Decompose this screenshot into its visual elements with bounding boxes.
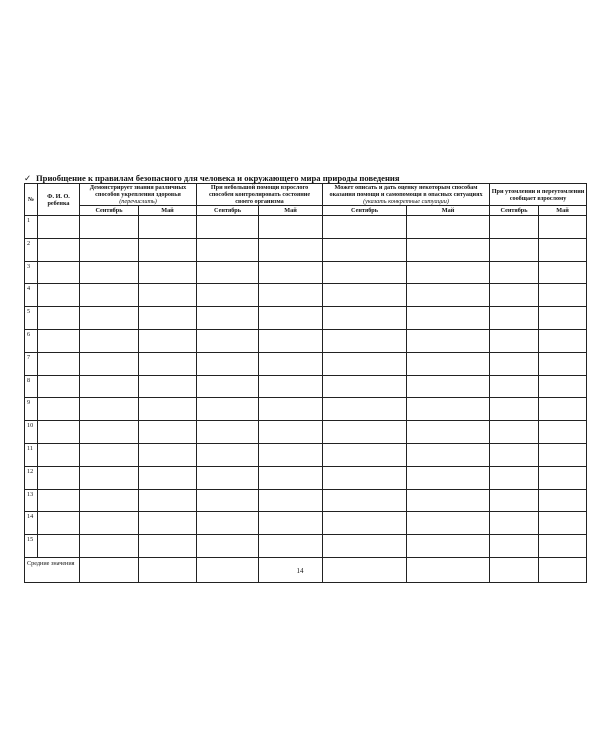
child-name-cell[interactable] <box>38 352 80 375</box>
score-cell[interactable] <box>407 284 490 307</box>
score-cell[interactable] <box>490 512 539 535</box>
score-cell[interactable] <box>490 421 539 444</box>
score-cell[interactable] <box>490 352 539 375</box>
score-cell[interactable] <box>259 535 323 558</box>
score-cell[interactable] <box>323 398 407 421</box>
score-cell[interactable] <box>139 398 197 421</box>
group4-line2: сообщает взрослому <box>509 194 567 202</box>
score-cell[interactable] <box>490 443 539 466</box>
score-cell[interactable] <box>407 466 490 489</box>
score-cell[interactable] <box>539 307 587 330</box>
child-name-cell[interactable] <box>38 466 80 489</box>
score-cell[interactable] <box>80 329 139 352</box>
group1-line2: способов укрепления здоровья <box>95 191 181 198</box>
score-cell[interactable] <box>323 535 407 558</box>
score-cell[interactable] <box>323 261 407 284</box>
score-cell[interactable] <box>407 329 490 352</box>
score-cell[interactable] <box>490 238 539 261</box>
score-cell[interactable] <box>407 261 490 284</box>
score-cell[interactable] <box>197 421 259 444</box>
row-number: 15 <box>25 535 38 558</box>
group1-note: (перечислить) <box>119 198 157 205</box>
score-cell[interactable] <box>323 352 407 375</box>
table-row <box>25 352 587 375</box>
score-cell[interactable] <box>259 375 323 398</box>
score-cell[interactable] <box>407 238 490 261</box>
score-cell[interactable] <box>259 261 323 284</box>
score-cell[interactable] <box>197 216 259 239</box>
table-row <box>25 489 587 512</box>
row-number: 2 <box>25 238 38 261</box>
group1-line1: Демонстрирует знания различных <box>89 184 187 191</box>
score-cell[interactable] <box>197 261 259 284</box>
table-row <box>25 307 587 330</box>
score-cell[interactable] <box>139 489 197 512</box>
table-row <box>25 421 587 444</box>
score-cell[interactable] <box>323 443 407 466</box>
score-cell[interactable] <box>80 489 139 512</box>
score-cell[interactable] <box>539 489 587 512</box>
score-cell[interactable] <box>197 489 259 512</box>
score-cell[interactable] <box>259 352 323 375</box>
score-cell[interactable] <box>197 512 259 535</box>
score-cell[interactable] <box>197 443 259 466</box>
score-cell[interactable] <box>139 307 197 330</box>
table-row <box>25 329 587 352</box>
score-cell[interactable] <box>407 443 490 466</box>
subheader-september: Сентябрь <box>323 206 407 216</box>
header-child-name <box>38 184 80 216</box>
table-row <box>25 535 587 558</box>
row-number: 4 <box>25 284 38 307</box>
child-name-cell[interactable] <box>38 398 80 421</box>
score-cell[interactable] <box>80 375 139 398</box>
group2-line2: способен контролировать состояние <box>208 191 311 198</box>
score-cell[interactable] <box>539 421 587 444</box>
average-values-label: Средние значения <box>25 557 80 582</box>
child-name-cell[interactable] <box>38 421 80 444</box>
score-cell[interactable] <box>407 421 490 444</box>
score-cell[interactable] <box>197 329 259 352</box>
header-group-3 <box>323 184 490 206</box>
page-number: 14 <box>296 567 304 575</box>
table-row <box>25 443 587 466</box>
score-cell[interactable] <box>323 238 407 261</box>
row-number: 3 <box>25 261 38 284</box>
score-cell[interactable] <box>197 307 259 330</box>
child-name-cell[interactable] <box>38 512 80 535</box>
section-title: Приобщение к правилам безопасного для человека и окружающего мира природы поведения <box>36 173 400 183</box>
score-cell[interactable] <box>197 352 259 375</box>
score-cell[interactable] <box>323 284 407 307</box>
score-cell[interactable] <box>80 307 139 330</box>
score-cell[interactable] <box>323 466 407 489</box>
score-cell[interactable] <box>259 238 323 261</box>
subheader-may: Май <box>407 206 490 216</box>
score-cell[interactable] <box>539 535 587 558</box>
row-number: 8 <box>25 375 38 398</box>
score-cell[interactable] <box>259 421 323 444</box>
score-cell[interactable] <box>407 375 490 398</box>
score-cell[interactable] <box>139 329 197 352</box>
score-cell[interactable] <box>139 535 197 558</box>
score-cell[interactable] <box>539 329 587 352</box>
row-number: 1 <box>25 216 38 239</box>
child-name-cell[interactable] <box>38 329 80 352</box>
checkmark-icon: ✓ <box>24 173 32 183</box>
header-child-name-line1: Ф. И. О. <box>47 192 70 200</box>
score-cell[interactable] <box>323 329 407 352</box>
row-number: 5 <box>25 307 38 330</box>
score-cell[interactable] <box>490 489 539 512</box>
score-cell[interactable] <box>490 307 539 330</box>
row-number: 11 <box>25 443 38 466</box>
child-name-cell[interactable] <box>38 216 80 239</box>
score-cell[interactable] <box>407 398 490 421</box>
score-cell[interactable] <box>539 443 587 466</box>
subheader-september: Сентябрь <box>197 206 259 216</box>
header-group-1 <box>80 184 197 206</box>
row-number: 9 <box>25 398 38 421</box>
score-cell[interactable] <box>139 284 197 307</box>
subheader-may: Май <box>539 206 587 216</box>
score-cell[interactable] <box>139 238 197 261</box>
score-cell[interactable] <box>407 216 490 239</box>
score-cell[interactable] <box>259 329 323 352</box>
child-name-cell[interactable] <box>38 375 80 398</box>
score-cell[interactable] <box>539 284 587 307</box>
score-cell[interactable] <box>139 421 197 444</box>
group3-line1: Может описать и дать оценку некоторым способам <box>334 184 478 191</box>
score-cell[interactable] <box>407 535 490 558</box>
score-cell[interactable] <box>407 352 490 375</box>
score-cell[interactable] <box>490 216 539 239</box>
table-row <box>25 512 587 535</box>
score-cell[interactable] <box>539 261 587 284</box>
row-number: 6 <box>25 329 38 352</box>
score-cell[interactable] <box>80 216 139 239</box>
group2-line1: При небольшой помощи взрослого <box>210 184 309 191</box>
score-cell[interactable] <box>139 375 197 398</box>
score-cell[interactable] <box>259 398 323 421</box>
score-cell[interactable] <box>539 375 587 398</box>
score-cell[interactable] <box>490 398 539 421</box>
assessment-table <box>24 183 587 583</box>
score-cell[interactable] <box>197 466 259 489</box>
score-cell[interactable] <box>539 398 587 421</box>
score-cell[interactable] <box>539 352 587 375</box>
child-name-cell[interactable] <box>38 238 80 261</box>
score-cell[interactable] <box>197 238 259 261</box>
score-cell[interactable] <box>80 238 139 261</box>
row-number: 14 <box>25 512 38 535</box>
score-cell[interactable] <box>407 512 490 535</box>
score-cell[interactable] <box>139 512 197 535</box>
score-cell[interactable] <box>80 421 139 444</box>
header-child-name-line2: ребенка <box>47 199 70 207</box>
row-number: 7 <box>25 352 38 375</box>
score-cell[interactable] <box>490 466 539 489</box>
score-cell[interactable] <box>259 489 323 512</box>
child-name-cell[interactable] <box>38 261 80 284</box>
score-cell[interactable] <box>490 261 539 284</box>
score-cell[interactable] <box>259 512 323 535</box>
subheader-may: Май <box>139 206 197 216</box>
table-row <box>25 238 587 261</box>
score-cell[interactable] <box>490 329 539 352</box>
group2-line3: своего организма <box>235 198 284 205</box>
score-cell[interactable] <box>539 512 587 535</box>
score-cell[interactable] <box>407 307 490 330</box>
score-cell[interactable] <box>139 443 197 466</box>
score-cell[interactable] <box>490 535 539 558</box>
child-name-cell[interactable] <box>38 535 80 558</box>
score-cell[interactable] <box>323 216 407 239</box>
table-row <box>25 216 587 239</box>
score-cell[interactable] <box>323 512 407 535</box>
child-name-cell[interactable] <box>38 489 80 512</box>
score-cell[interactable] <box>323 307 407 330</box>
score-cell[interactable] <box>139 261 197 284</box>
table-row <box>25 466 587 489</box>
row-number: 10 <box>25 421 38 444</box>
score-cell[interactable] <box>259 443 323 466</box>
score-cell[interactable] <box>80 398 139 421</box>
score-cell[interactable] <box>539 238 587 261</box>
row-number: 13 <box>25 489 38 512</box>
table-body <box>25 216 587 558</box>
header-group-4 <box>490 184 587 206</box>
group4-line1: При утомлении и переутомлении <box>491 187 585 195</box>
score-cell[interactable] <box>259 466 323 489</box>
group3-note: (указать конкретные ситуации) <box>363 198 449 205</box>
score-cell[interactable] <box>139 216 197 239</box>
table-row <box>25 398 587 421</box>
score-cell[interactable] <box>80 466 139 489</box>
score-cell[interactable] <box>259 307 323 330</box>
table-row <box>25 284 587 307</box>
score-cell[interactable] <box>259 284 323 307</box>
score-cell[interactable] <box>197 284 259 307</box>
score-cell[interactable] <box>259 216 323 239</box>
header-group-2 <box>197 184 323 206</box>
score-cell[interactable] <box>323 421 407 444</box>
score-cell[interactable] <box>139 352 197 375</box>
score-cell[interactable] <box>197 375 259 398</box>
score-cell[interactable] <box>80 352 139 375</box>
table-row <box>25 375 587 398</box>
subheader-september: Сентябрь <box>490 206 539 216</box>
subheader-september: Сентябрь <box>80 206 139 216</box>
score-cell[interactable] <box>407 489 490 512</box>
score-cell[interactable] <box>490 284 539 307</box>
score-cell[interactable] <box>80 443 139 466</box>
row-number: 12 <box>25 466 38 489</box>
score-cell[interactable] <box>539 466 587 489</box>
score-cell[interactable] <box>539 216 587 239</box>
score-cell[interactable] <box>323 489 407 512</box>
score-cell[interactable] <box>80 284 139 307</box>
subheader-may: Май <box>259 206 323 216</box>
score-cell[interactable] <box>80 512 139 535</box>
score-cell[interactable] <box>323 375 407 398</box>
score-cell[interactable] <box>197 535 259 558</box>
score-cell[interactable] <box>490 375 539 398</box>
child-name-cell[interactable] <box>38 307 80 330</box>
score-cell[interactable] <box>197 398 259 421</box>
child-name-cell[interactable] <box>38 443 80 466</box>
score-cell[interactable] <box>139 466 197 489</box>
header-number: № <box>25 184 38 216</box>
score-cell[interactable] <box>80 535 139 558</box>
group3-line2: оказания помощи и самопомощи в опасных ситуациях <box>329 191 483 198</box>
table-row <box>25 261 587 284</box>
child-name-cell[interactable] <box>38 284 80 307</box>
score-cell[interactable] <box>80 261 139 284</box>
